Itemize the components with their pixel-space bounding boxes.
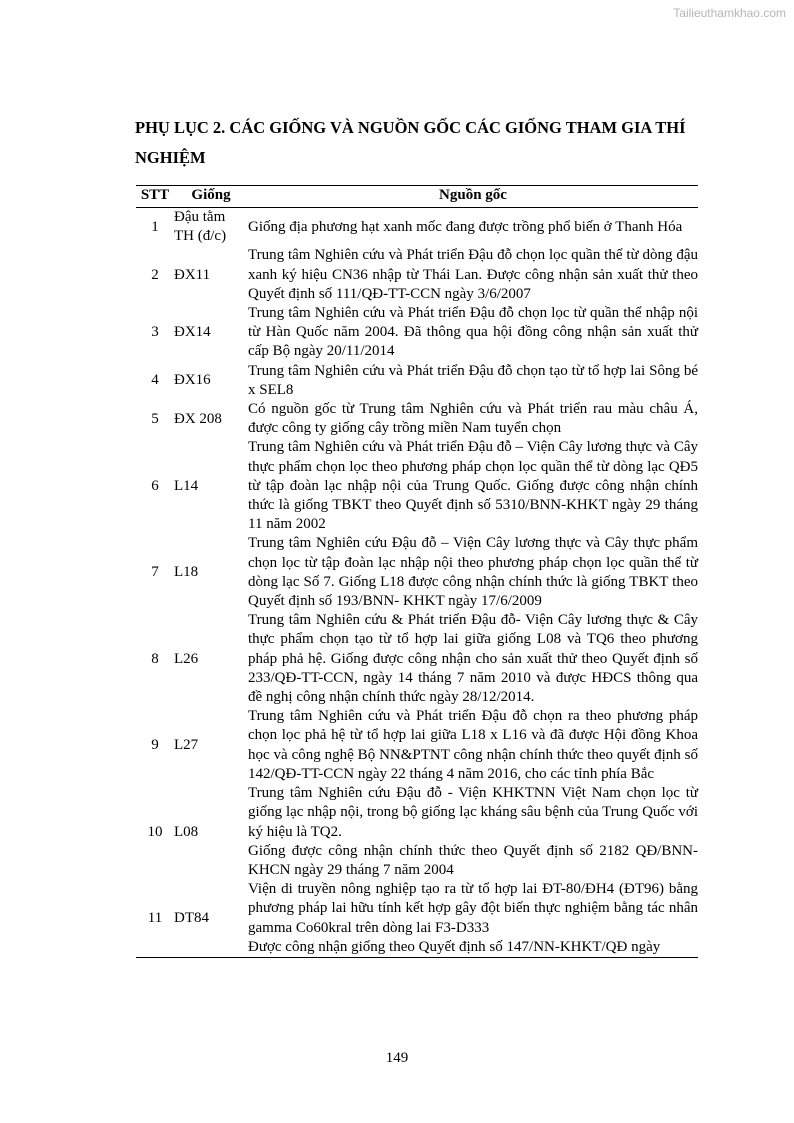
row-origin bbox=[248, 246, 698, 304]
table-row bbox=[136, 246, 698, 304]
appendix-heading: PHỤ LỤC 2. CÁC GIỐNG VÀ NGUỒN GỐC CÁC GIỐNG THAM GIA THÍ NGHIỆM bbox=[135, 118, 686, 167]
origin-text: Được công nhận giống theo Quyết định số 147/NN-KHKT/QĐ ngày bbox=[248, 938, 661, 955]
table-row bbox=[136, 362, 698, 400]
table-row bbox=[136, 208, 698, 247]
row-stt: 1 bbox=[151, 218, 159, 235]
varieties-table bbox=[136, 185, 698, 958]
row-variety: L08 bbox=[174, 823, 199, 840]
row-origin bbox=[248, 611, 698, 707]
row-stt: 5 bbox=[151, 410, 159, 427]
table-row bbox=[136, 304, 698, 362]
page-number: 149 bbox=[385, 1050, 409, 1066]
row-variety: L26 bbox=[174, 650, 199, 667]
row-stt: 3 bbox=[151, 324, 159, 341]
table-row bbox=[136, 880, 698, 957]
origin-text: Trung tâm Nghiên cứu và Phát triển Đậu đỗ – Viện Cây lương thực và Cây thực phẩm chọn lọc theo phương pháp chọn lọc quần thể từ dòng lạc QĐ5 từ tập đoàn lạc nhập nội của Trung Quốc. Giống được công nhận chính thức là giống TBKT theo Quyết định số 5310/BNN-KHKT ngày 29 tháng 11 năm 2002 bbox=[248, 439, 698, 533]
row-stt: 2 bbox=[151, 266, 159, 283]
origin-text: Có nguồn gốc từ Trung tâm Nghiên cứu và Phát triển rau màu châu Á, được công ty giống cây trồng miền Nam tuyển chọn bbox=[248, 401, 698, 437]
row-variety: ĐX16 bbox=[174, 372, 211, 389]
table-row bbox=[136, 400, 698, 438]
row-variety: L27 bbox=[174, 737, 199, 754]
row-stt: 6 bbox=[151, 477, 159, 494]
row-variety: Đậu tằm TH (đ/c) bbox=[174, 209, 227, 245]
table-header-row bbox=[136, 186, 698, 208]
row-stt: 9 bbox=[151, 737, 159, 754]
origin-text: Trung tâm Nghiên cứu Đậu đỗ – Viện Cây lương thực và Cây thực phẩm chọn lọc từ tập đoàn lạc nhập nội theo phương pháp chọn lọc quần thể từ dòng lạc Số 7. Giống L18 được công nhận chính thức là giống TBKT theo Quyết định số 193/BNN- KHKT ngày 17/6/2009 bbox=[248, 535, 698, 610]
table-row bbox=[136, 707, 698, 784]
row-origin bbox=[248, 208, 698, 247]
origin-text: Viện di truyền nông nghiệp tạo ra từ tổ hợp lai ĐT-80/ĐH4 (ĐT96) bằng phương pháp lai hữu tính kết hợp gây đột biến thực nghiệm bằng tác nhân gamma Co60kral trên dòng lai F3-D333 bbox=[248, 881, 698, 936]
watermark-text: Tailieuthamkhao.com bbox=[673, 6, 786, 20]
origin-text: Trung tâm Nghiên cứu & Phát triển Đậu đỗ- Viện Cây lương thực & Cây thực phẩm chọn tạo từ tổ hợp lai giữa giống L08 và TQ6 theo phương pháp phả hệ. Giống được công nhận cho sản xuất thử theo Quyết định số 233/QĐ-TT-CCN, ngày 14 tháng 7 năm 2010 và được HĐCS thông qua đề nghị công nhận chính thức ngày 28/12/2014. bbox=[248, 612, 698, 706]
table-row bbox=[136, 534, 698, 611]
header-origin: Nguồn gốc bbox=[248, 186, 698, 208]
row-stt: 7 bbox=[151, 564, 159, 581]
row-stt: 4 bbox=[151, 372, 159, 389]
row-origin bbox=[248, 304, 698, 362]
origin-text: Trung tâm Nghiên cứu và Phát triển Đậu đỗ chọn ra theo phương pháp chọn lọc phả hệ từ tổ hợp lai giữa L18 x L16 và đã được Hội đồng Khoa học và công nghệ Bộ NN&PTNT công nhận chính thức theo quyết định số 142/QĐ-TT-CCN ngày 22 tháng 4 năm 2016, cho các tỉnh phía Bắc bbox=[248, 708, 698, 782]
row-stt: 10 bbox=[147, 823, 163, 840]
row-variety: ĐX11 bbox=[174, 266, 211, 283]
origin-text: Giống được công nhận chính thức theo Quyết định số 2182 QĐ/BNN-KHCN ngày 29 tháng 7 năm 2004 bbox=[248, 842, 698, 878]
row-origin bbox=[248, 534, 698, 611]
row-variety: ĐX 208 bbox=[174, 410, 222, 427]
row-variety: DT84 bbox=[174, 880, 248, 957]
row-origin bbox=[248, 362, 698, 400]
origin-text: Giống địa phương hạt xanh mốc đang được trồng phổ biến ở Thanh Hóa bbox=[248, 218, 683, 235]
row-origin bbox=[248, 784, 698, 880]
row-variety: ĐX14 bbox=[174, 324, 211, 341]
row-stt: 11 bbox=[136, 880, 174, 957]
header-variety: Giống bbox=[174, 186, 248, 208]
table-row bbox=[136, 611, 698, 707]
table-row bbox=[136, 438, 698, 534]
row-variety: L14 bbox=[174, 477, 199, 494]
row-stt: 8 bbox=[151, 650, 159, 667]
row-origin bbox=[248, 880, 698, 957]
row-origin bbox=[248, 438, 698, 534]
header-stt: STT bbox=[136, 186, 174, 208]
origin-text: Trung tâm Nghiên cứu Đậu đỗ - Viện KHKTNN Việt Nam chọn lọc từ giống lạc nhập nội, trong bộ giống lạc kháng sâu bệnh của Trung Quốc với ký hiệu là TQ2. bbox=[248, 785, 698, 840]
row-origin bbox=[248, 400, 698, 438]
origin-text: Trung tâm Nghiên cứu và Phát triển Đậu đỗ chọn tạo từ tổ hợp lai Sông bé x SEL8 bbox=[248, 362, 698, 398]
origin-text: Trung tâm Nghiên cứu và Phát triển Đậu đỗ chọn lọc từ quần thể nhập nội từ Hàn Quốc năm 2004. Đã thông qua hội đồng công nhận sản xuất thử cấp Bộ ngày 20/11/2014 bbox=[248, 305, 698, 360]
row-origin bbox=[248, 707, 698, 784]
table-row bbox=[136, 784, 698, 880]
row-variety: L18 bbox=[174, 564, 199, 581]
origin-text: Trung tâm Nghiên cứu và Phát triển Đậu đỗ chọn lọc quần thể từ dòng đậu xanh ký hiệu CN36 nhập từ Thái Lan. Được công nhận sản xuất thử theo Quyết định số 111/QĐ-TT-CCN ngày 3/6/2007 bbox=[248, 247, 698, 302]
